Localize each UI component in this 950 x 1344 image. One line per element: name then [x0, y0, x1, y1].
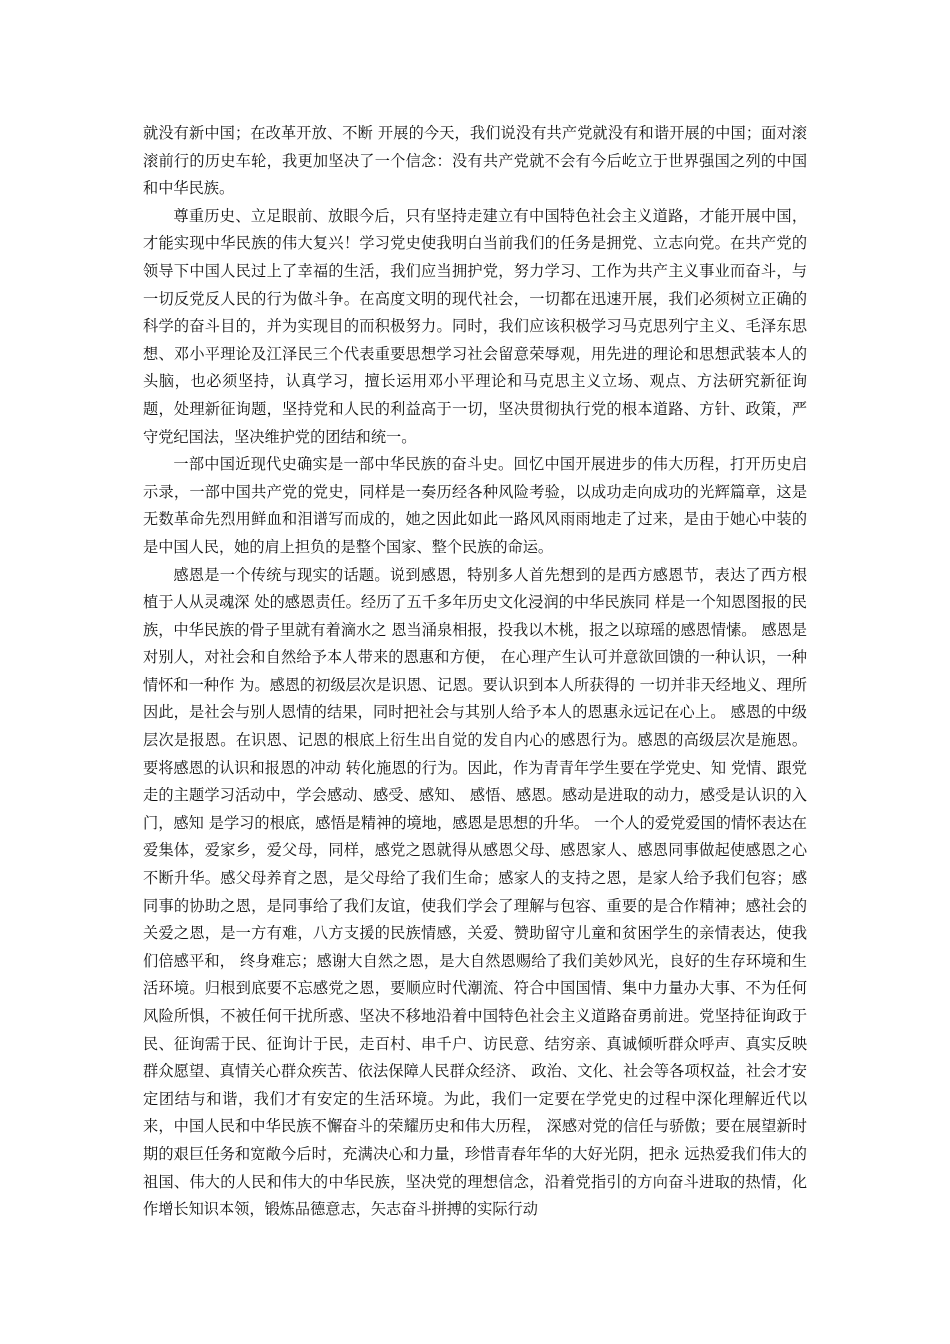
document-page: [143, 120, 807, 1224]
paragraph-3: 一部中国近现代史确实是一部中华民族的奋斗史。回忆中国开展进步的伟大历程，打开历史启示录，一部中国共产党的党史，同样是一奏历经各种风险考验，以成功走向成功的光辉篇章，这是无数革命先烈用鲜血和泪谱写而成的，她之因此如此一路风风雨雨地走了过来，是由于她心中装的是中国人民，她的肩上担负的是整个国家、整个民族的命运。: [143, 455, 807, 556]
paragraph-1: 就没有新中国；在改革开放、不断 开展的今天，我们说没有共产党就没有和谐开展的中国；面对滚滚前行的历史车轮，我更加坚决了一个信念：没有共产党就不会有今后屹立于世界强国之列的中国和中华民族。: [143, 124, 807, 198]
paragraph-4: 感恩是一个传统与现实的话题。说到感恩，特别多人首先想到的是西方感恩节，表达了西方根植于人从灵魂深 处的感恩责任。经历了五千多年历史文化浸润的中华民族同 样是一个知恩图报的民族，中华民族的骨子里就有着滴水之 恩当涌泉相报，投我以木桃，报之以琼瑶的感恩情愫。 感恩是对别人，对社会和自然给予本人带来的恩惠和方便， 在心理产生认可并意欲回馈的一种认识，一种情怀和一种作 为。感恩的初级层次是识恩、记恩。要认识到本人所获得的 一切并非天经地义、理所因此，是社会与别人恩情的结果，同时把社会与其别人给予本人的恩惠永远记在心上。 感恩的中级层次是报恩。在识恩、记恩的根底上衍生出自觉的发自内心的感恩行为。感恩的高级层次是施恩。要将感恩的认识和报恩的冲动 转化施恩的行为。因此，作为青青年学生要在学党史、知 党情、跟党走的主题学习活动中，学会感动、感受、感知、 感悟、感恩。感动是进取的动力，感受是认识的入门，感知 是学习的根底，感悟是精神的境地，感恩是思想的升华。 一个人的爱党爱国的情怀表达在爱集体，爱家乡，爱父母，同样，感党之恩就得从感恩父母、感恩家人、感恩同事做起使感恩之心不断升华。感父母养育之恩，是父母给了我们生命；感家人的支持之恩，是家人给予我们包容；感同事的协助之恩，是同事给了我们友谊，使我们学会了理解与包容、重要的是合作精神；感社会的关爱之恩，是一方有难，八方支援的民族情感，关爱、赞助留守儿童和贫困学生的亲情表达，使我们倍感平和， 终身难忘；感谢大自然之恩，是大自然恩赐给了我们美妙风光，良好的生存环境和生活环境。归根到底要不忘感党之恩，要顺应时代潮流、符合中国国情、集中力量办大事、不为任何风险所惧，不被任何干扰所惑、坚决不移地沿着中国特色社会主义道路奋勇前进。党坚持征询政于民、征询需于民、征询计于民，走百村、串千户、访民意、结穷亲、真诚倾听群众呼声、真实反映群众愿望、真情关心群众疾苦、依法保障人民群众经济、 政治、文化、社会等各项权益，社会才安定团结与和谐，我们才有安定的生活环境。为此，我们一定要在学党史的过程中深化理解近代以来，中国人民和中华民族不懈奋斗的荣耀历史和伟大历程， 深感对党的信任与骄傲；要在展望新时期的艰巨任务和宽敞今后时，充满决心和力量，珍惜青春年华的大好光阴，把永 远热爱我们伟大的祖国、伟大的人民和伟大的中华民族，坚决党的理想信念，沿着党指引的方向奋斗进取的热情，化作增长知识本领，锻炼品德意志，矢志奋斗拼搏的实际行动: [143, 565, 807, 1219]
paragraph-2: 尊重历史、立足眼前、放眼今后，只有坚持走建立有中国特色社会主义道路，才能开展中国，才能实现中华民族的伟大复兴！学习党史使我明白当前我们的任务是拥党、立志向党。在共产党的领导下中国人民过上了幸福的生活，我们应当拥护党，努力学习、工作为共产主义事业而奋斗，与一切反党反人民的行为做斗争。在高度文明的现代社会，一切都在迅速开展，我们必须树立正确的科学的奋斗目的，并为实现目的而积极努力。同时，我们应该积极学习马克思列宁主义、毛泽东思想、邓小平理论及江泽民三个代表重要思想学习社会留意荣辱观，用先进的理论和思想武装本人的头脑，也必须坚持，认真学习，擅长运用邓小平理论和马克思主义立场、观点、方法研究新征询题，处理新征询题，坚持党和人民的利益高于一切，坚决贯彻执行党的根本道路、方针、政策，严守党纪国法，坚决维护党的团结和统一。: [143, 206, 807, 446]
